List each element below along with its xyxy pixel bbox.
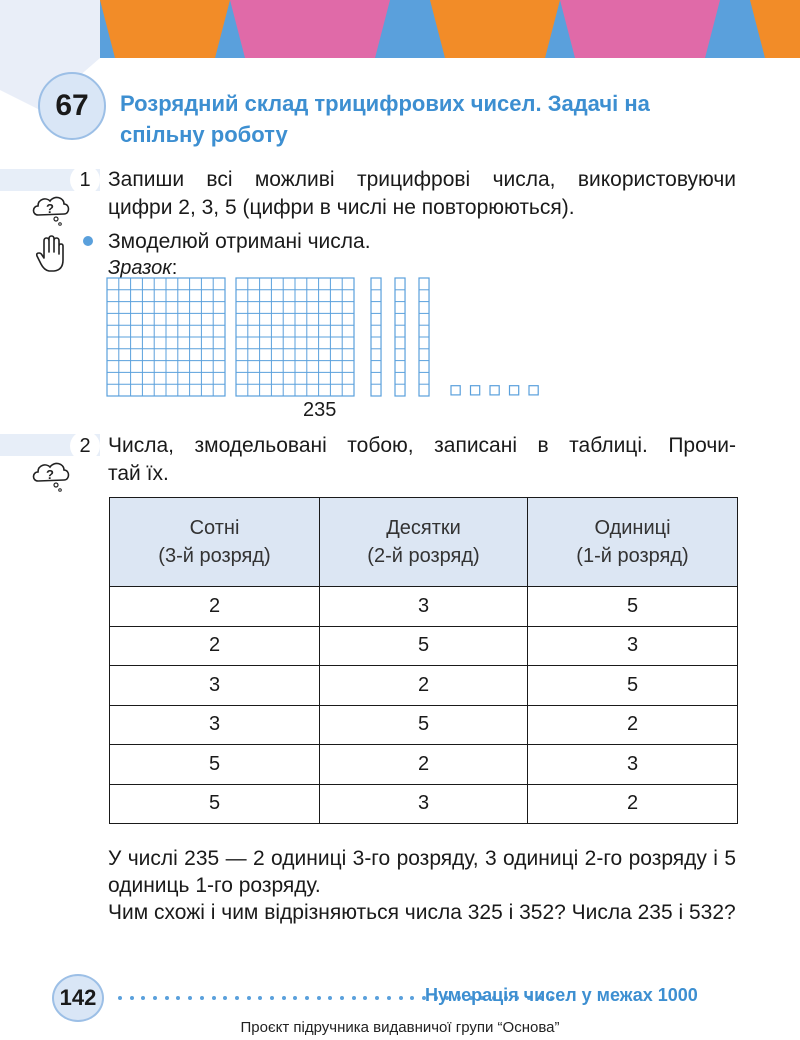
lesson-title-line1: Розрядний склад трицифрових чисел. Задачі на xyxy=(120,91,650,116)
footer-dot xyxy=(387,996,391,1000)
footer-dot xyxy=(235,996,239,1000)
table-cell: 5 xyxy=(320,705,528,745)
table-cell: 5 xyxy=(528,666,738,706)
footer-dot xyxy=(258,996,262,1000)
footer-dot xyxy=(223,996,227,1000)
question-cloud-icon xyxy=(30,459,72,493)
table-cell: 5 xyxy=(320,626,528,666)
svg-text:?: ? xyxy=(46,467,54,482)
table-cell: 3 xyxy=(110,705,320,745)
table-row xyxy=(110,784,738,824)
table-cell: 5 xyxy=(110,784,320,824)
footer-dot xyxy=(352,996,356,1000)
paragraph-question: Чим схожі і чим відрізняються числа 325 і 352? Числа 235 і 532? xyxy=(108,901,736,924)
task2-text-line2: тай їх. xyxy=(108,462,169,485)
footer-dot xyxy=(375,996,379,1000)
header-tens-label: Десятки xyxy=(386,517,461,539)
sample-colon: : xyxy=(171,257,178,279)
one-cube xyxy=(471,386,480,395)
footer-dot xyxy=(176,996,180,1000)
table-cell: 3 xyxy=(320,784,528,824)
footer-dot xyxy=(317,996,321,1000)
footer-dot xyxy=(340,996,344,1000)
table-row xyxy=(110,626,738,666)
footer-dot xyxy=(141,996,145,1000)
page-number-badge xyxy=(52,974,104,1022)
paragraph-explanation: У числі 235 — 2 одиниці 3-го розряду, 3 одиниці 2-го розряду і 5 одиниць 1-го розряду. xyxy=(108,847,736,897)
one-cube xyxy=(529,386,538,395)
footer-dot xyxy=(410,996,414,1000)
footer-dot xyxy=(130,996,134,1000)
lesson-title-line2: спільну роботу xyxy=(120,122,288,147)
footer-dot xyxy=(305,996,309,1000)
task2-text xyxy=(108,432,736,488)
one-cube xyxy=(451,386,460,395)
footer-topic: Нумерація чисел у межах 1000 xyxy=(425,985,698,1005)
table-cell: 2 xyxy=(110,587,320,627)
footer-dot xyxy=(165,996,169,1000)
header-tens-rank: (2-й розряд) xyxy=(367,545,480,567)
table-row xyxy=(110,666,738,706)
footer-note: Проєкт підручника видавничої групи “Основа” xyxy=(240,1019,560,1036)
footer-dot xyxy=(118,996,122,1000)
table-cell: 2 xyxy=(110,626,320,666)
model-caption: 235 xyxy=(303,399,337,421)
table-cell: 3 xyxy=(528,626,738,666)
footer-dot xyxy=(212,996,216,1000)
svg-text:?: ? xyxy=(46,201,54,216)
table-header-tens xyxy=(320,498,528,587)
table-header-ones xyxy=(528,498,738,587)
header-hundreds-label: Сотні xyxy=(189,517,240,539)
footer-dot xyxy=(282,996,286,1000)
footer-dot xyxy=(153,996,157,1000)
table-cell: 2 xyxy=(528,784,738,824)
table-cell: 3 xyxy=(528,745,738,785)
header-ones-label: Одиниці xyxy=(594,517,671,539)
header-hundreds-rank: (3-й розряд) xyxy=(158,545,271,567)
table-cell: 3 xyxy=(110,666,320,706)
table-cell: 2 xyxy=(320,666,528,706)
task1-bullet-text: Змоделюй отримані числа. xyxy=(108,230,371,253)
footer-dot xyxy=(399,996,403,1000)
footer-dot xyxy=(200,996,204,1000)
table-header-row xyxy=(110,498,738,587)
place-value-table xyxy=(109,497,738,824)
footer-dot xyxy=(247,996,251,1000)
one-cube xyxy=(510,386,519,395)
table-cell: 2 xyxy=(528,705,738,745)
task1-text-line1: Запиши всі можливі трицифрові числа, використовуючи xyxy=(108,168,736,191)
table-cell: 2 xyxy=(320,745,528,785)
task2-number: 2 xyxy=(70,431,100,461)
table-row xyxy=(110,587,738,627)
table-row xyxy=(110,705,738,745)
task1-number: 1 xyxy=(70,165,100,195)
footer-dot xyxy=(188,996,192,1000)
page-number: 142 xyxy=(59,985,97,1010)
one-cube xyxy=(490,386,499,395)
table-cell: 5 xyxy=(528,587,738,627)
table-row xyxy=(110,745,738,785)
footer-dot xyxy=(328,996,332,1000)
sample-label: Зразок xyxy=(108,257,172,279)
footer-dot xyxy=(293,996,297,1000)
table-cell: 5 xyxy=(110,745,320,785)
footer-dot xyxy=(363,996,367,1000)
table-header-hundreds xyxy=(110,498,320,587)
table-cell: 3 xyxy=(320,587,528,627)
task2-text-line1: Числа, змодельовані тобою, записані в таблиці. Прочи- xyxy=(108,434,736,457)
task1-text-line2: цифри 2, 3, 5 (цифри в числі не повторюються). xyxy=(108,196,575,219)
lesson-number: 67 xyxy=(55,89,89,122)
header-ones-rank: (1-й розряд) xyxy=(576,545,689,567)
base-ten-model xyxy=(0,0,800,400)
footer-dot xyxy=(270,996,274,1000)
